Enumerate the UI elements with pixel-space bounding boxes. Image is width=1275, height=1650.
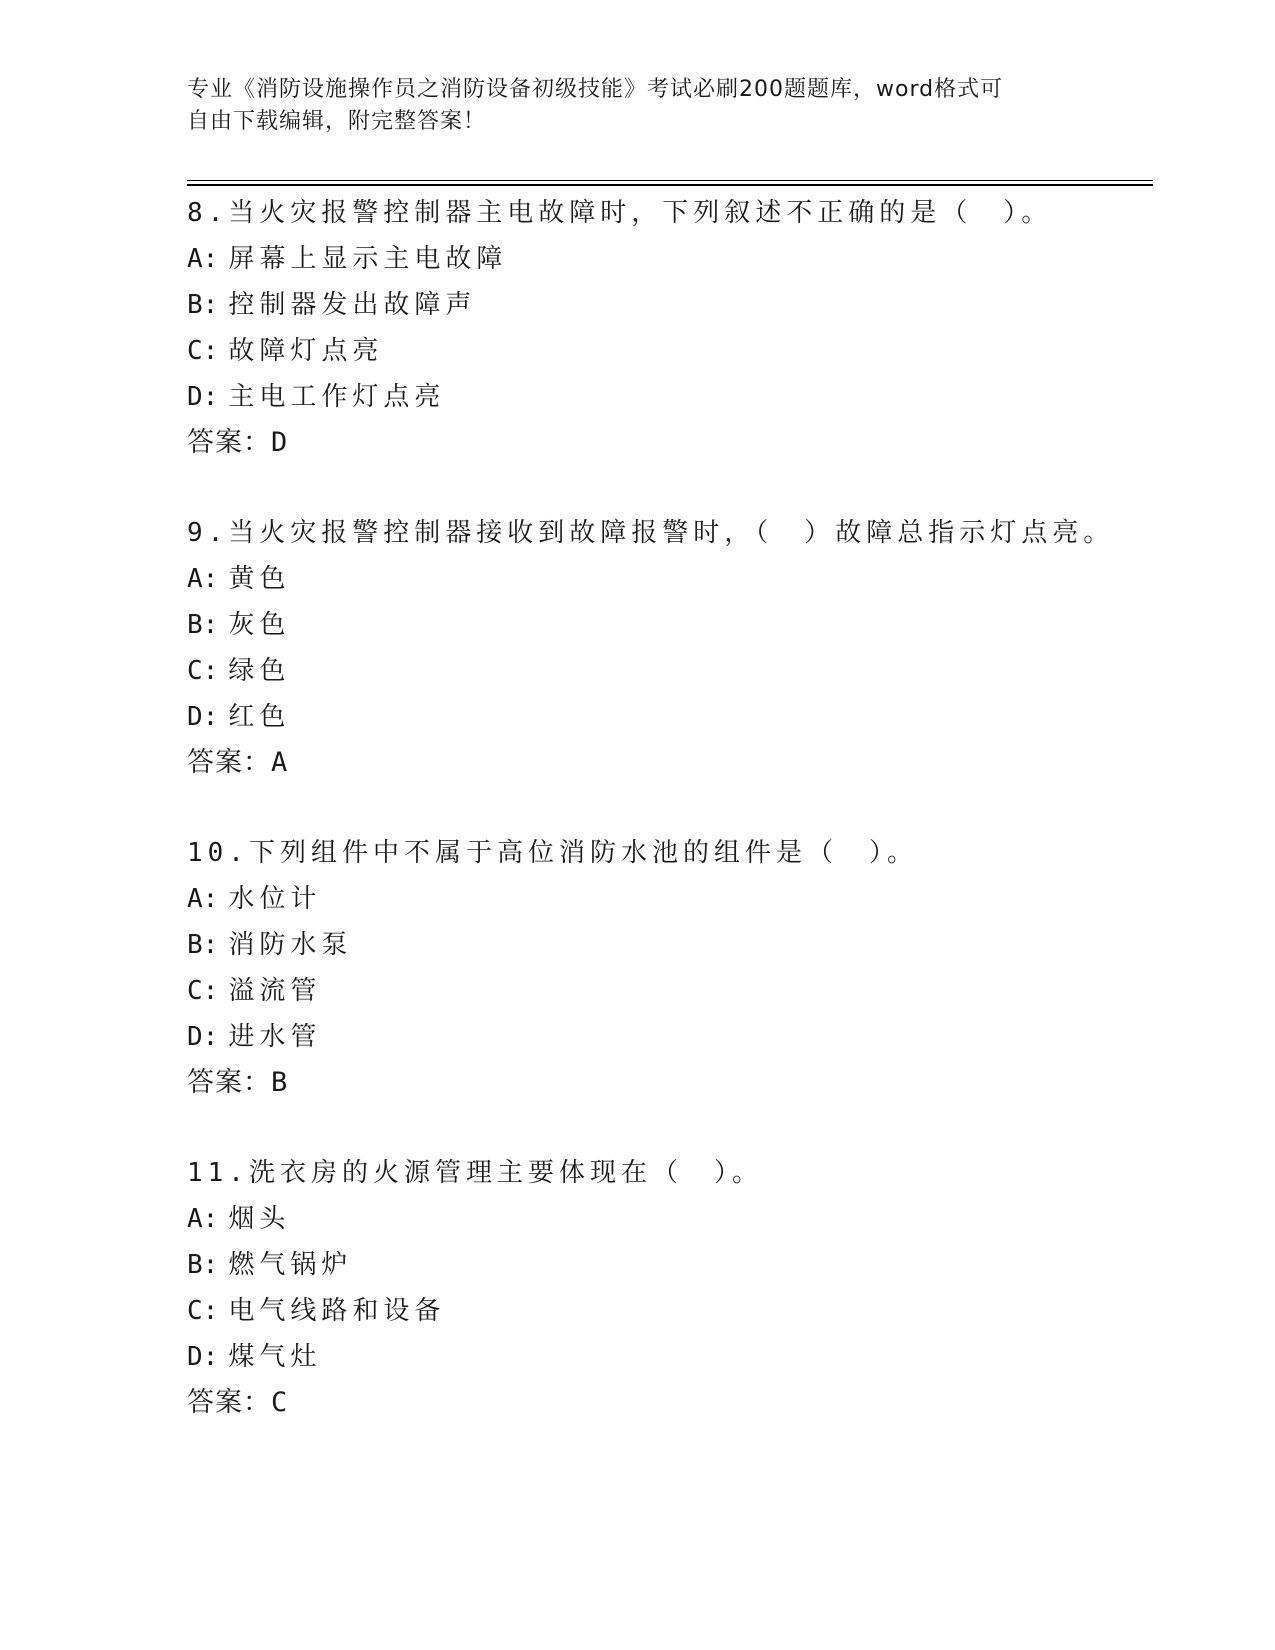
option-key: B [187,610,203,640]
option-b: B: 燃气锅炉 [187,1250,353,1280]
answer [187,1060,1153,1106]
question-10 [187,830,1153,1106]
option-text: 红色 [228,702,291,732]
option-a: A: 黄色 [187,564,291,594]
question-stem: 8.当火灾报警控制器主电故障时，下列叙述不正确的是（ ）。 [187,198,1053,228]
option-b: B: 消防水泵 [187,930,353,960]
answer [187,420,1153,466]
option-d: D: 煤气灶 [187,1342,322,1372]
option-key: B [187,290,203,320]
option-key: C [187,1296,203,1326]
option-c: C: 故障灯点亮 [187,336,384,366]
option-key: C [187,336,203,366]
header-line-2: 自由下载编辑，附完整答案！ [187,109,487,134]
option-text: 灰色 [228,610,291,640]
option-key: C [187,976,203,1006]
answer-value: A [271,747,288,778]
answer-label: 答案： [187,1067,271,1098]
option-c: C: 溢流管 [187,976,322,1006]
answer [187,1380,1153,1426]
question-stem: 9.当火灾报警控制器接收到故障报警时，（ ）故障总指示灯点亮。 [187,518,1115,548]
option-d: D: 红色 [187,702,291,732]
answer-value: D [271,427,288,458]
option-text: 煤气灶 [228,1342,322,1372]
option-key: B [187,1250,203,1280]
option-text: 屏幕上显示主电故障 [228,244,508,274]
option-text: 燃气锅炉 [228,1250,353,1280]
option-text: 故障灯点亮 [228,336,384,366]
question-stem: 10.下列组件中不属于高位消防水池的组件是（ ）。 [187,838,918,868]
option-text: 控制器发出故障声 [228,290,477,320]
option-key: C [187,656,203,686]
header-divider-top [187,180,1153,181]
answer-label: 答案： [187,747,271,778]
option-key: B [187,930,203,960]
option-text: 溢流管 [228,976,322,1006]
answer-value: B [271,1067,288,1098]
option-text: 水位计 [228,884,322,914]
option-key: D [187,1022,203,1052]
answer-label: 答案： [187,427,271,458]
option-b: B: 控制器发出故障声 [187,290,477,320]
question-stem: 11.洗衣房的火源管理主要体现在（ ）。 [187,1158,763,1188]
option-text: 消防水泵 [228,930,353,960]
option-key: D [187,702,203,732]
option-key: A [187,884,203,914]
question-list [187,190,1153,1470]
option-text: 黄色 [228,564,291,594]
answer [187,740,1153,786]
option-d: D: 主电工作灯点亮 [187,382,446,412]
option-d: D: 进水管 [187,1022,322,1052]
question-8 [187,190,1153,466]
answer-label: 答案： [187,1387,271,1418]
option-key: A [187,1204,203,1234]
answer-value: C [271,1387,288,1418]
option-b: B: 灰色 [187,610,291,640]
option-text: 绿色 [228,656,291,686]
question-9 [187,510,1153,786]
document-header [187,74,1087,138]
question-11 [187,1150,1153,1426]
option-key: D [187,382,203,412]
option-text: 进水管 [228,1022,322,1052]
option-key: A [187,564,203,594]
header-line-1: 专业《消防设施操作员之消防设备初级技能》考试必刷200题题库，word格式可 [187,77,1004,102]
option-text: 主电工作灯点亮 [228,382,446,412]
option-key: A [187,244,203,274]
option-text: 烟头 [228,1204,291,1234]
option-c: C: 绿色 [187,656,291,686]
option-c: C: 电气线路和设备 [187,1296,446,1326]
option-a: A: 屏幕上显示主电故障 [187,244,508,274]
option-key: D [187,1342,203,1372]
option-a: A: 水位计 [187,884,322,914]
option-text: 电气线路和设备 [228,1296,446,1326]
header-divider-bottom [187,184,1153,186]
option-a: A: 烟头 [187,1204,291,1234]
